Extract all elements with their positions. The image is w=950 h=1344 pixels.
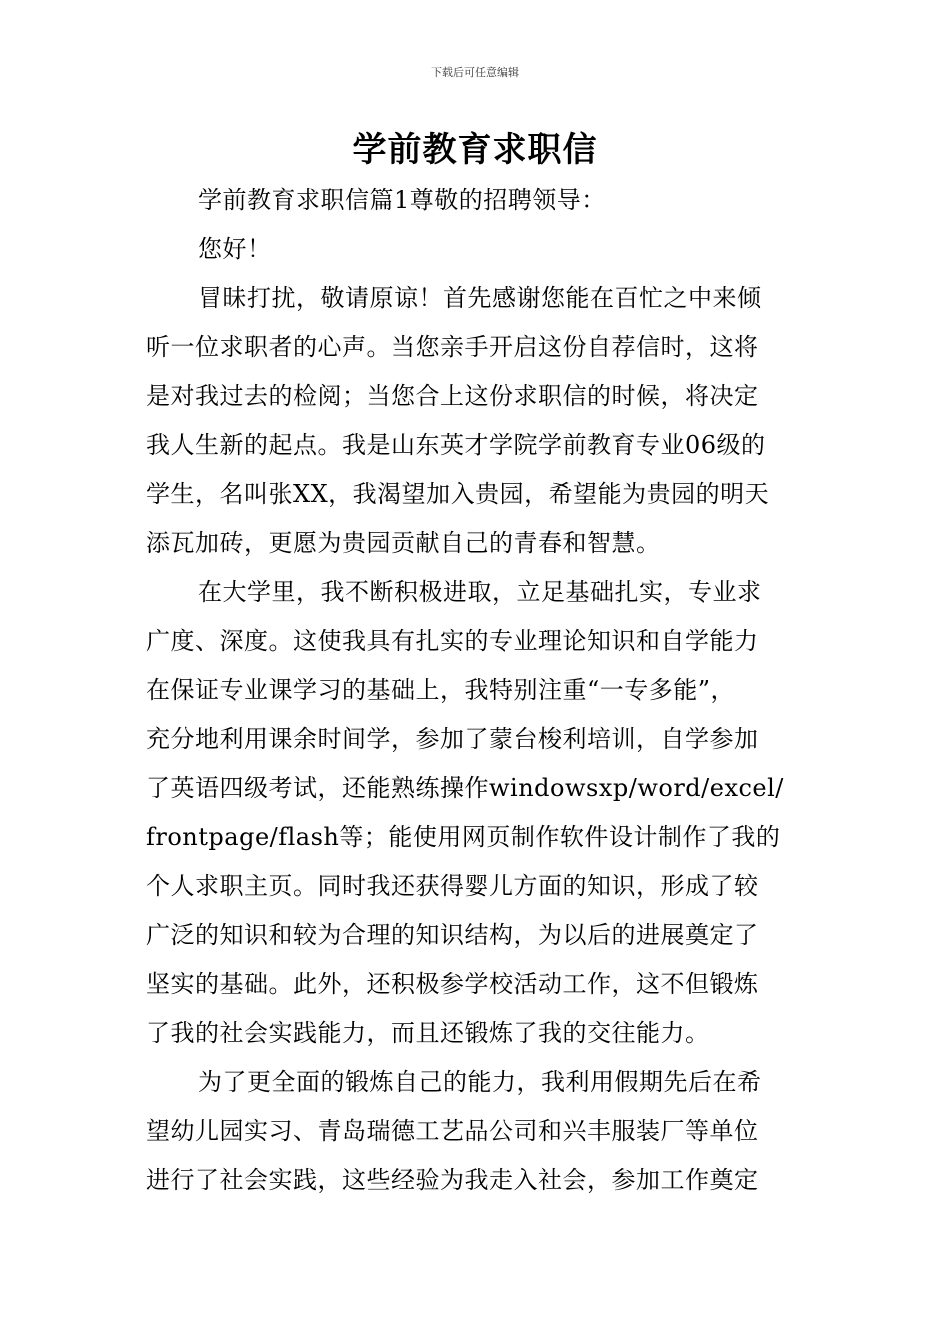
paragraph-line: 冒昧打扰，敬请原谅！首先感谢您能在百忙之中来倾: [198, 284, 762, 312]
paragraph-line: 我人生新的起点。我是山东英才学院学前教育专业06级的: [146, 431, 766, 459]
paragraph-line: 了我的社会实践能力，而且还锻炼了我的交往能力。: [146, 1019, 710, 1047]
paragraph-line: 为了更全面的锻炼自己的能力，我利用假期先后在希: [198, 1068, 762, 1096]
paragraph-line: 学生，名叫张XX，我渴望加入贵园，希望能为贵园的明天: [146, 480, 770, 508]
document-body: [146, 176, 806, 1205]
paragraph-line: 听一位求职者的心声。当您亲手开启这份自荐信时，这将: [146, 333, 759, 361]
paragraph-line: 是对我过去的检阅；当您合上这份求职信的时候，将决定: [146, 382, 759, 410]
paragraph-line: 坚实的基础。此外，还积极参学校活动工作，这不但锻炼: [146, 970, 759, 998]
paragraph-line: 个人求职主页。同时我还获得婴儿方面的知识，形成了较: [146, 872, 759, 900]
document-title: 学前教育求职信: [352, 130, 598, 170]
header-note: 下载后可任意编辑: [431, 66, 519, 79]
paragraph-line: 您好！: [198, 235, 272, 263]
paragraph-line: 添瓦加砖，更愿为贵园贡献自己的青春和智慧。: [146, 529, 661, 557]
paragraph-line: 在大学里，我不断积极进取，立足基础扎实，专业求: [198, 578, 762, 606]
paragraph-line: 了英语四级考试，还能熟练操作windowsxp/word/excel/: [146, 774, 784, 802]
paragraph-line: 广泛的知识和较为合理的知识结构，为以后的进展奠定了: [146, 921, 759, 949]
paragraph-line: 在保证专业课学习的基础上，我特别注重“一专多能”，: [146, 676, 736, 704]
paragraph-line: 广度、深度。这使我具有扎实的专业理论知识和自学能力: [146, 627, 759, 655]
paragraph-line: 进行了社会实践，这些经验为我走入社会，参加工作奠定: [146, 1166, 759, 1194]
paragraph-line: frontpage/flash等；能使用网页制作软件设计制作了我的: [146, 823, 781, 851]
paragraph-line: 充分地利用课余时间学，参加了蒙台梭利培训，自学参加: [146, 725, 759, 753]
paragraph-line: 望幼儿园实习、青岛瑞德工艺品公司和兴丰服装厂等单位: [146, 1117, 759, 1145]
paragraph-line: 学前教育求职信篇1尊敬的招聘领导：: [198, 186, 606, 214]
